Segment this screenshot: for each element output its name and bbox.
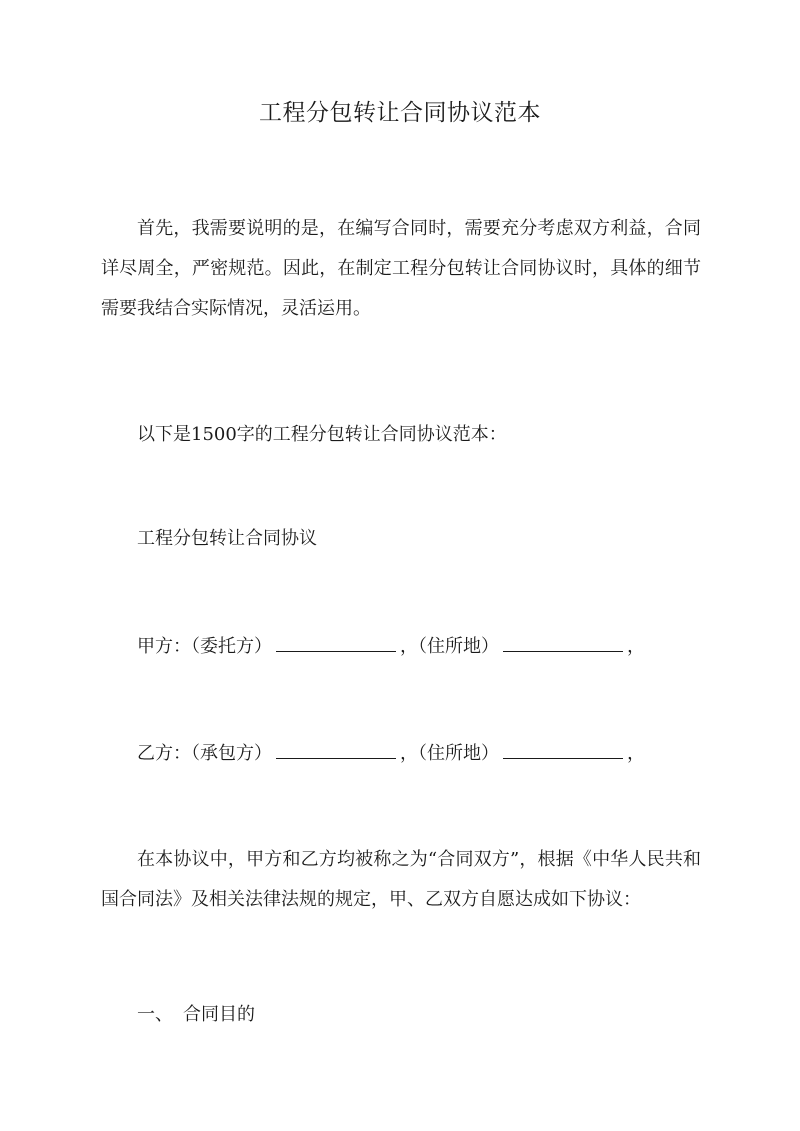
party-b-role: （承包方） — [191, 743, 272, 764]
agreement-paragraph: 在本协议中，甲方和乙方均被称之为“合同双方”，根据《中华人民共和国合同法》及相关法律法规的规定，甲、乙双方自愿达成如下协议： — [101, 849, 701, 910]
contract-heading: 工程分包转让合同协议 — [137, 528, 317, 549]
party-a-line — [137, 632, 645, 662]
party-a-end: ， — [627, 636, 645, 657]
party-b-name-blank — [276, 740, 396, 759]
section-1-title: 合同目的 — [183, 1004, 255, 1025]
document-title: 工程分包转让合同协议范本 — [259, 100, 541, 126]
section-1-heading — [137, 1000, 255, 1030]
party-b-label: 乙方： — [137, 743, 191, 764]
party-b-address-label: （住所地） — [418, 743, 499, 764]
party-a-address-label: （住所地） — [418, 636, 499, 657]
party-b-end: ， — [627, 743, 645, 764]
party-a-label: 甲方： — [137, 636, 191, 657]
party-b-separator: ， — [400, 743, 418, 764]
party-a-name-blank — [276, 633, 396, 652]
party-b-line — [137, 739, 645, 769]
lead-in-line: 以下是1500字的工程分包转让合同协议范本： — [137, 424, 507, 445]
intro-paragraph: 首先，我需要说明的是，在编写合同时，需要充分考虑双方利益，合同详尽周全，严密规范。因此，在制定工程分包转让合同协议时，具体的细节需要我结合实际情况，灵活运用。 — [101, 218, 701, 319]
party-b-address-blank — [503, 740, 623, 759]
section-1-number: 一、 — [137, 1004, 173, 1025]
party-a-address-blank — [503, 633, 623, 652]
party-a-separator: ， — [400, 636, 418, 657]
party-a-role: （委托方） — [191, 636, 272, 657]
